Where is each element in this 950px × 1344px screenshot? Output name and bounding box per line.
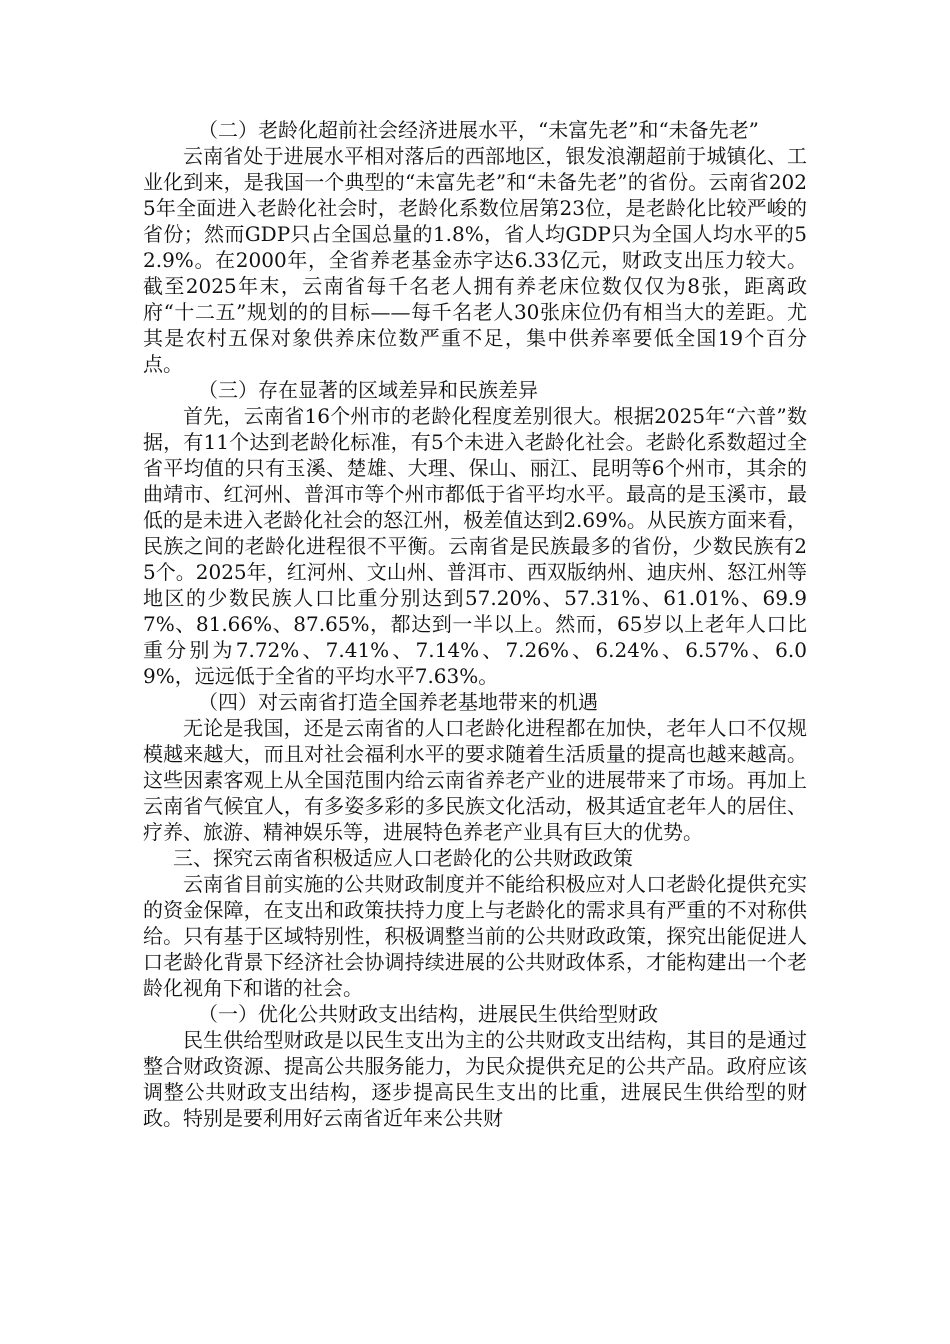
chapter-heading-3: 三、探究云南省积极适应人口老龄化的公共财政政策 [173, 846, 633, 870]
paragraph-opportunity: 无论是我国，还是云南省的人口老龄化进程都在加快，老年人口不仅规模越来越大，而且对社会福利水平的要求随着生活质量的提高也越来越高。这些因素客观上从全国范围内给云南省养老产业的进展带来了市场。再加上云南省气候宜人，有多姿多彩的多民族文化活动，极其适宜老年人的居住、疗养、旅游、精神娱乐等，进展特色养老产业具有巨大的优势。 [143, 716, 807, 844]
paragraph-fiscal-policy: 云南省目前实施的公共财政制度并不能给积极应对人口老龄化提供充实的资金保障，在支出和政策扶持力度上与老龄化的需求具有严重的不对称供给。只有基于区域特别性，积极调整当前的公共财政政策，探究出能促进人口老龄化背景下经济社会协调持续进展的公共财政体系，才能构建出一个老龄化视角下和谐的社会。 [143, 872, 807, 1000]
section-heading-3: （三）存在显著的区域差异和民族差异 [198, 378, 538, 402]
paragraph-aging-ahead: 云南省处于进展水平相对落后的西部地区，银发浪潮超前于城镇化、工业化到来，是我国一个典型的“未富先老”和“未备先老”的省份。云南省2025年全面进入老龄化社会时，老龄化系数位居第23位，是老龄化比较严峻的省份；然而GDP只占全国总量的1.8%，省人均GDP只为全国人均水平的52.9%。在2000年，全省养老基金赤字达6.33亿元，财政支出压力较大。截至2025年末，云南省每千名老人拥有养老床位数仅仅为8张，距离政府“十二五”规划的的目标——每千名老人30张床位仍有相当大的差距。尤其是农村五保对象供养床位数严重不足，集中供养率要低全国19个百分点。 [143, 144, 807, 376]
paragraph-livelihood-finance: 民生供给型财政是以民生支出为主的公共财政支出结构，其目的是通过整合财政资源、提高公共服务能力，为民众提供充足的公共产品。政府应该调整公共财政支出结构，逐步提高民生支出的比重，进展民生供给型的财政。特别是要利用好云南省近年来公共财 [143, 1028, 807, 1130]
paragraph-regional-differences: 首先，云南省16个州市的老龄化程度差别很大。根据2025年“六普”数据，有11个达到老龄化标准，有5个未进入老龄化社会。老龄化系数超过全省平均值的只有玉溪、楚雄、大理、保山、丽江、昆明等6个州市，其余的曲靖市、红河州、普洱市等个州市都低于省平均水平。最高的是玉溪市，最低的是未进入老龄化社会的怒江州，极差值达到2.69%。从民族方面来看，民族之间的老龄化进程很不平衡。云南省是民族最多的省份，少数民族有25个。2025年，红河州、文山州、普洱市、西双版纳州、迪庆州、怒江州等地区的少数民族人口比重分别达到57.20%、57.31%、61.01%、69.97%、81.66%、87.65%，都达到一半以上。然而，65岁以上老年人口比重分别为7.72%、7.41%、7.14%、7.26%、6.24%、6.57%、6.09%，远远低于全省的平均水平7.63%。 [143, 404, 807, 688]
subsection-heading-1: （一）优化公共财政支出结构，进展民生供给型财政 [198, 1002, 658, 1026]
section-heading-2: （二）老龄化超前社会经济进展水平，“未富先老”和“未备先老” [198, 118, 759, 142]
section-heading-4: （四）对云南省打造全国养老基地带来的机遇 [198, 690, 598, 714]
document-page [143, 117, 807, 1131]
